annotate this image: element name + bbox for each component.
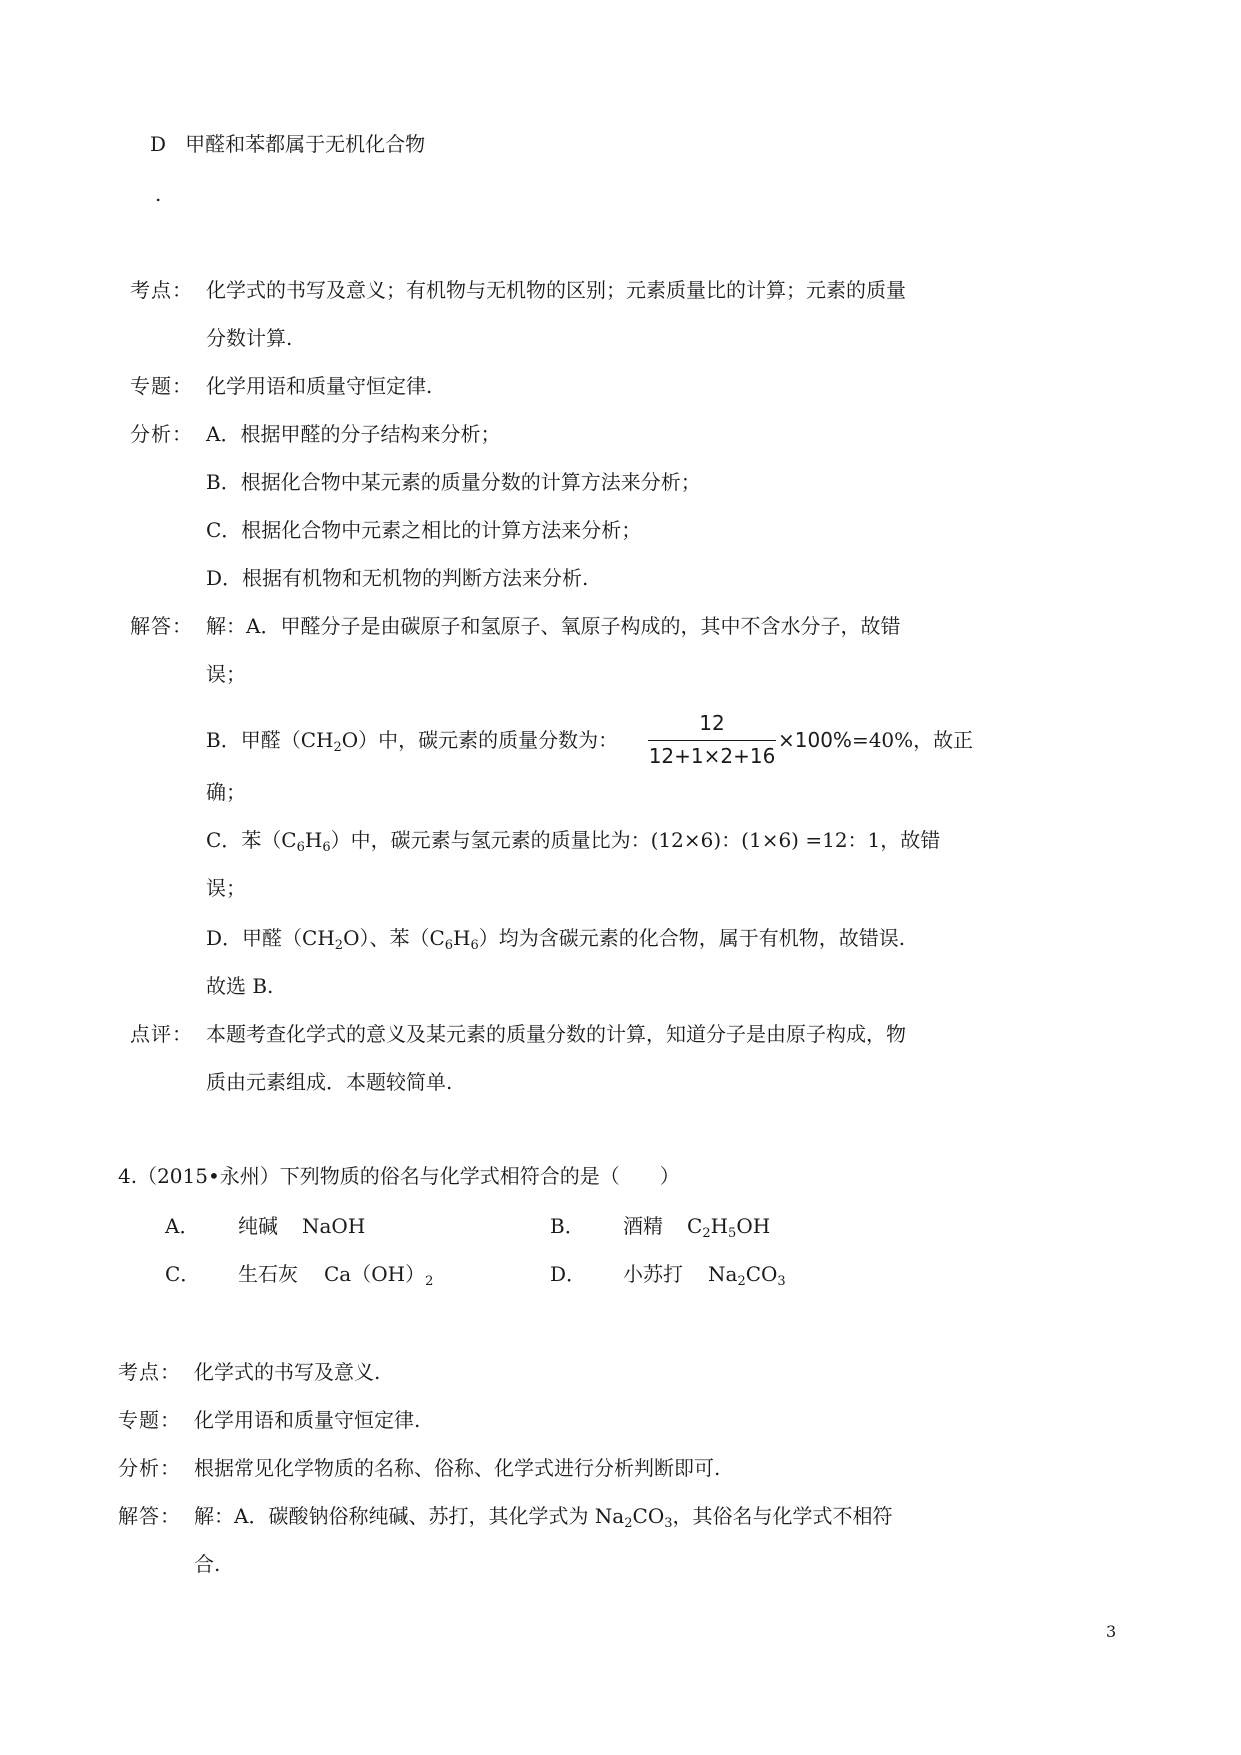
option-d-letter: D xyxy=(150,132,167,156)
zhuanti-label: 专题： xyxy=(130,374,193,398)
q4-jieda-line2: 合. xyxy=(194,1552,221,1576)
q4-zhuanti-text: 化学用语和质量守恒定律. xyxy=(194,1408,421,1432)
kaodian-label: 考点： xyxy=(130,278,193,302)
q4-b-f1: C xyxy=(687,1214,703,1238)
jieda-c-sub1: 6 xyxy=(296,840,305,855)
q4-option-b-name: 酒精 xyxy=(623,1214,663,1238)
zhuanti-text: 化学用语和质量守恒定律. xyxy=(206,374,433,398)
kaodian-line1: 化学式的书写及意义；有机物与无机物的区别；元素质量比的计算；元素的质量 xyxy=(206,278,906,302)
q4-option-a-letter: A． xyxy=(165,1214,200,1238)
fenxi-line-a: A．根据甲醛的分子结构来分析； xyxy=(206,422,501,446)
jieda-d-mid1: O）、苯（C xyxy=(343,926,445,950)
fraction-tail xyxy=(778,726,973,754)
jieda-a-line2: 误； xyxy=(206,662,246,686)
jieda-c-line2: 误； xyxy=(206,876,246,900)
q4-option-a-formula: NaOH xyxy=(302,1214,366,1238)
q4-jieda-label: 解答： xyxy=(118,1504,181,1528)
q4-d-s1: 2 xyxy=(737,1274,746,1289)
q4-d-s2: 3 xyxy=(777,1274,786,1289)
page-number: 3 xyxy=(1106,1622,1117,1641)
jieda-a-line1: 解：A．甲醛分子是由碳原子和氢原子、氧原子构成的，其中不含水分子，故错 xyxy=(206,614,901,638)
jieda-c-line xyxy=(206,826,940,854)
q4-b-s1: 2 xyxy=(702,1226,711,1241)
jieda-d-post: ）均为含碳元素的化合物，属于有机物，故错误. xyxy=(478,926,906,950)
fenxi-line-c: C．根据化合物中元素之相比的计算方法来分析； xyxy=(206,518,642,542)
jieda-d-mid2: H xyxy=(453,926,471,950)
q4-jieda-mid: CO xyxy=(632,1504,665,1528)
q4-option-a-name: 纯碱 xyxy=(238,1214,278,1238)
fenxi-label: 分析： xyxy=(130,422,193,446)
q4-jieda-line1 xyxy=(194,1502,893,1530)
q4-c-f1: Ca（OH） xyxy=(324,1262,426,1286)
jieda-d-sub1: 2 xyxy=(334,938,344,953)
fenxi-line-b: B．根据化合物中某元素的质量分数的计算方法来分析； xyxy=(206,470,701,494)
jieda-c-post: ）中，碳元素与氢元素的质量比为：(12×6)：(1×6) =12：1，故错 xyxy=(330,828,941,852)
option-d-text: 甲醛和苯都属于无机化合物 xyxy=(185,132,426,156)
q4-fenxi-label: 分析： xyxy=(118,1456,181,1480)
q4-b-s2: 5 xyxy=(728,1226,737,1241)
jieda-b-tail: =40%，故正 xyxy=(851,728,974,752)
kaodian-line2: 分数计算. xyxy=(206,326,293,350)
q4-jieda-s2: 3 xyxy=(664,1516,673,1531)
q4-option-c-letter: C． xyxy=(165,1262,201,1286)
q4-zhuanti-label: 专题： xyxy=(118,1408,181,1432)
jieda-c-sub2: 6 xyxy=(322,840,331,855)
fenxi-line-d: D．根据有机物和无机物的判断方法来分析. xyxy=(206,566,589,590)
jieda-d-sub2: 6 xyxy=(444,938,454,953)
q4-d-f2: CO xyxy=(745,1262,778,1286)
q4-jieda-pre: 解：A．碳酸钠俗称纯碱、苏打，其化学式为 Na xyxy=(194,1504,625,1528)
dianping-line1: 本题考查化学式的意义及某元素的质量分数的计算，知道分子是由原子构成，物 xyxy=(206,1022,906,1046)
jieda-d-sub3: 6 xyxy=(470,938,479,953)
q4-option-d-formula xyxy=(708,1260,786,1288)
jieda-c-mid: H xyxy=(304,828,323,852)
q4-option-c-formula xyxy=(324,1260,433,1288)
q4-option-b-formula xyxy=(687,1212,770,1240)
q4-d-f1: Na xyxy=(708,1262,738,1286)
option-d-dot: . xyxy=(155,182,162,206)
q4-stem: 4.（2015•永州）下列物质的俗名与化学式相符合的是（ ） xyxy=(118,1164,680,1188)
q4-option-d-letter: D． xyxy=(550,1262,587,1286)
jieda-label: 解答： xyxy=(130,614,193,638)
jieda-b-post: O）中，碳元素的质量分数为： xyxy=(341,728,619,752)
jieda-b-sub: 2 xyxy=(333,740,342,755)
jieda-b-pre: B．甲醛（CH xyxy=(206,728,334,752)
q4-kaodian-label: 考点： xyxy=(118,1360,181,1384)
fraction-numerator: 12 xyxy=(699,711,725,735)
q4-kaodian-text: 化学式的书写及意义. xyxy=(194,1360,381,1384)
jieda-c-pre: C．苯（C xyxy=(206,828,297,852)
jieda-b-line xyxy=(206,726,618,754)
fraction-denominator: 12+1×2+16 xyxy=(648,744,776,768)
q4-c-s1: 2 xyxy=(425,1274,434,1289)
q4-option-d-name: 小苏打 xyxy=(623,1262,683,1286)
jieda-b-line2: 确； xyxy=(206,780,246,804)
jieda-d-line xyxy=(206,924,905,952)
q4-jieda-s1: 2 xyxy=(624,1516,633,1531)
option-d xyxy=(150,130,425,158)
q4-option-b-letter: B． xyxy=(550,1214,585,1238)
jieda-choose: 故选 B. xyxy=(206,974,274,998)
q4-jieda-post: ，其俗名与化学式不相符 xyxy=(672,1504,893,1528)
q4-b-f3: OH xyxy=(736,1214,771,1238)
jieda-d-pre: D．甲醛（CH xyxy=(206,926,335,950)
dianping-line2: 质由元素组成．本题较简单. xyxy=(206,1070,453,1094)
fraction-bar xyxy=(648,740,776,741)
mass-fraction-formula xyxy=(648,710,974,770)
q4-b-f2: H xyxy=(710,1214,729,1238)
q4-option-c-name: 生石灰 xyxy=(238,1262,298,1286)
dianping-label: 点评： xyxy=(130,1022,193,1046)
fraction-multiplier: ×100% xyxy=(778,728,852,752)
q4-fenxi-text: 根据常见化学物质的名称、俗称、化学式进行分析判断即可. xyxy=(194,1456,721,1480)
